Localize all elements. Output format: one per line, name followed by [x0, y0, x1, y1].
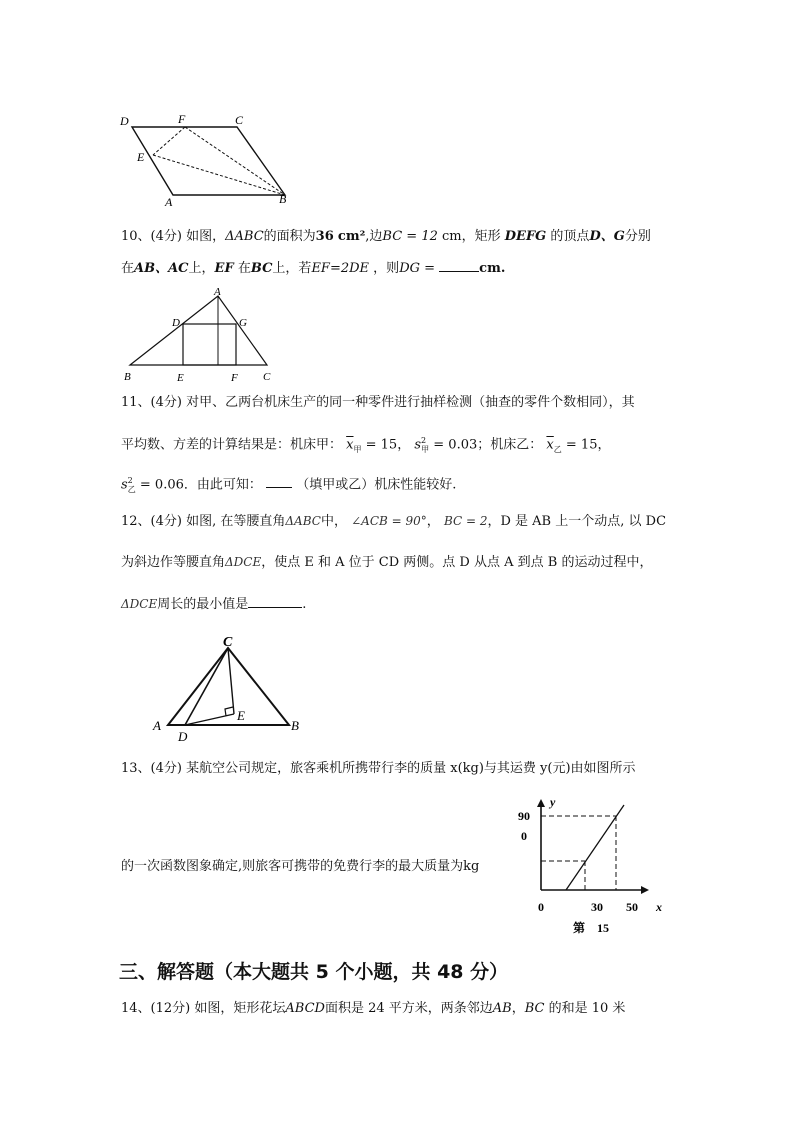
label-C: C	[235, 113, 244, 127]
q11-mean-jia-value: = 15	[365, 437, 398, 453]
q10-dg: DG =	[399, 261, 436, 276]
q12-line1	[121, 512, 666, 531]
q10-text: 在	[121, 261, 135, 276]
q11-text: ．由此可知：	[183, 477, 262, 493]
q14-text: 的和是 10 米	[548, 1001, 626, 1016]
q11-var-yi: s	[121, 477, 128, 493]
label-D: D	[172, 317, 180, 329]
triangle-rectangle-figure	[120, 286, 280, 384]
q11-text: （填甲或乙）机床性能较好.	[296, 477, 457, 493]
q12-text: ，	[426, 514, 440, 529]
q11-var-jia: s	[414, 437, 422, 453]
q10-line2	[121, 260, 505, 278]
q11-points: (4分)	[150, 395, 182, 410]
q14-line1	[121, 1000, 625, 1018]
q10-text: 在	[237, 261, 251, 276]
q10-text: cm，矩形	[442, 229, 501, 244]
y-tick-90: 90	[518, 809, 530, 823]
q12-text: 中，	[320, 514, 347, 529]
label-A: A	[153, 718, 161, 733]
q11-var-jia-value: = 0.03	[433, 437, 478, 453]
label-D: D	[178, 729, 188, 744]
x-axis-label: x	[656, 900, 662, 914]
q11-sup: 2	[127, 476, 133, 485]
q11-sub: 甲	[353, 444, 362, 454]
label-E: E	[177, 372, 184, 384]
q10-text: 如图，	[186, 229, 226, 244]
q11-mean-yi-value: = 15	[565, 437, 598, 453]
q14-text: ，	[511, 1001, 525, 1016]
label-D: D	[120, 114, 129, 128]
q10-text: 的面积为	[263, 229, 316, 244]
q12-number: 12、	[121, 514, 151, 529]
q11-line1	[121, 394, 635, 412]
q11-line2	[121, 432, 611, 459]
q12-text: ，D 是 AB 上一个动点, 以 DC	[487, 514, 667, 529]
y-tick-0: 0	[521, 829, 527, 843]
q10-ef: EF	[214, 261, 234, 276]
q14-text: 面积是 24 平方米，两条邻边	[324, 1001, 493, 1016]
q10-triangle: ΔABC	[225, 229, 264, 244]
q10-area-unit: cm²	[337, 229, 366, 244]
q12-triangle2: ΔDCE	[225, 555, 262, 569]
linear-function-graph	[515, 795, 675, 940]
q11-text: ；机床乙：	[477, 437, 543, 453]
q12-triangle3: ΔDCE	[121, 597, 158, 611]
q13-text: 的一次函数图象确定,则旅客可携带的免费行李的最大质量为kg	[121, 859, 480, 874]
q14-abcd: ABCD	[285, 1001, 325, 1016]
q11-text: ，	[397, 437, 411, 453]
q12-triangle: ΔABC	[285, 514, 321, 528]
q10-text: 上，若	[272, 261, 312, 276]
q10-text: 的顶点	[550, 229, 590, 244]
x-tick-30: 30	[591, 900, 603, 914]
q11-text: 平均数、方差的计算结果是：机床甲：	[121, 437, 343, 453]
q11-number: 11、	[121, 395, 151, 410]
q10-sides: AB、AC	[134, 261, 189, 276]
q14-points: (12分)	[150, 1001, 191, 1016]
q12-line2	[121, 553, 652, 572]
q11-mean-jia: $\overline{x}$	[346, 437, 354, 453]
x-tick-50: 50	[626, 900, 638, 914]
q11-text: 对甲、乙两台机床生产的同一种零件进行抽样检测（抽查的零件个数相同），其	[186, 395, 635, 410]
q12-line3	[121, 595, 306, 614]
section-title	[119, 957, 508, 984]
q10-bc2: BC	[250, 261, 273, 276]
q12-points: (4分)	[150, 514, 182, 529]
q10-text: cm.	[479, 261, 506, 276]
q10-number: 10、	[121, 229, 151, 244]
q13-line1	[121, 760, 636, 778]
label-B: B	[291, 718, 299, 733]
q11-var-yi-value: = 0.06	[139, 477, 184, 493]
q13-points: (4分)	[150, 761, 182, 776]
q11-mean-yi: $\overline{x}$	[546, 437, 554, 453]
q13-number: 13、	[121, 761, 151, 776]
y-axis-label: y	[550, 795, 556, 809]
answer-blank[interactable]	[266, 487, 292, 488]
label-B: B	[279, 192, 287, 206]
q10-condition: EF=2DE	[311, 261, 370, 276]
label-F: F	[231, 372, 238, 384]
section-title-text: 三、解答题（本大题共 5 个小题，共 48 分）	[119, 961, 509, 983]
parallelogram-figure	[115, 108, 300, 208]
q10-line1	[121, 228, 651, 246]
q14-number: 14、	[121, 1001, 151, 1016]
label-E: E	[237, 708, 245, 723]
q13-text: 某航空公司规定，旅客乘机所携带行李的质量 x(kg)与其运费 y(元)由如图所示	[186, 761, 636, 776]
q13-line2	[121, 858, 479, 876]
label-G: G	[239, 317, 247, 329]
q10-text: 分别	[624, 229, 651, 244]
q12-bc: BC = 2	[443, 514, 488, 528]
q14-bc: BC	[524, 1001, 545, 1016]
q14-ab: AB	[492, 1001, 512, 1016]
label-C: C	[223, 635, 233, 650]
q10-points: (4分)	[150, 229, 182, 244]
q12-text: 为斜边作等腰直角	[121, 555, 226, 570]
q10-text: 上，	[188, 261, 215, 276]
q14-text: 如图，矩形花坛	[194, 1001, 286, 1016]
q11-sub: 乙	[127, 484, 136, 494]
q11-sup: 2	[421, 436, 427, 445]
answer-blank[interactable]	[248, 607, 302, 608]
q12-text: .	[302, 597, 307, 612]
q11-line3	[121, 472, 456, 499]
q10-rect: DEFG	[504, 229, 547, 244]
label-A: A	[165, 195, 173, 208]
caption-di: 第	[573, 921, 586, 935]
q10-text: ，则	[373, 261, 400, 276]
q12-angle: ∠ACB = 90°	[351, 514, 427, 528]
label-C: C	[263, 371, 271, 383]
q12-text: 周长的最小值是	[157, 597, 249, 612]
q10-vertices: D、G	[589, 229, 625, 244]
answer-blank[interactable]	[439, 271, 479, 272]
q12-text: ，使点 E 和 A 位于 CD 两侧。点 D 从点 A 到点 B 的运动过程中，	[261, 555, 653, 570]
label-B: B	[124, 371, 131, 383]
q10-area: 36	[315, 229, 334, 244]
q10-bc: BC = 12	[382, 229, 438, 244]
caption-15: 15	[597, 921, 609, 935]
label-F: F	[178, 112, 186, 126]
label-E: E	[137, 150, 145, 164]
isosceles-triangle-figure	[148, 634, 318, 744]
q11-text: ，	[597, 437, 611, 453]
q11-sub: 甲	[421, 444, 430, 454]
label-A: A	[214, 286, 221, 298]
q12-text: 如图, 在等腰直角	[186, 514, 286, 529]
q11-sub: 乙	[553, 444, 562, 454]
origin-label: 0	[538, 900, 544, 914]
q10-text: ,边	[365, 229, 383, 244]
